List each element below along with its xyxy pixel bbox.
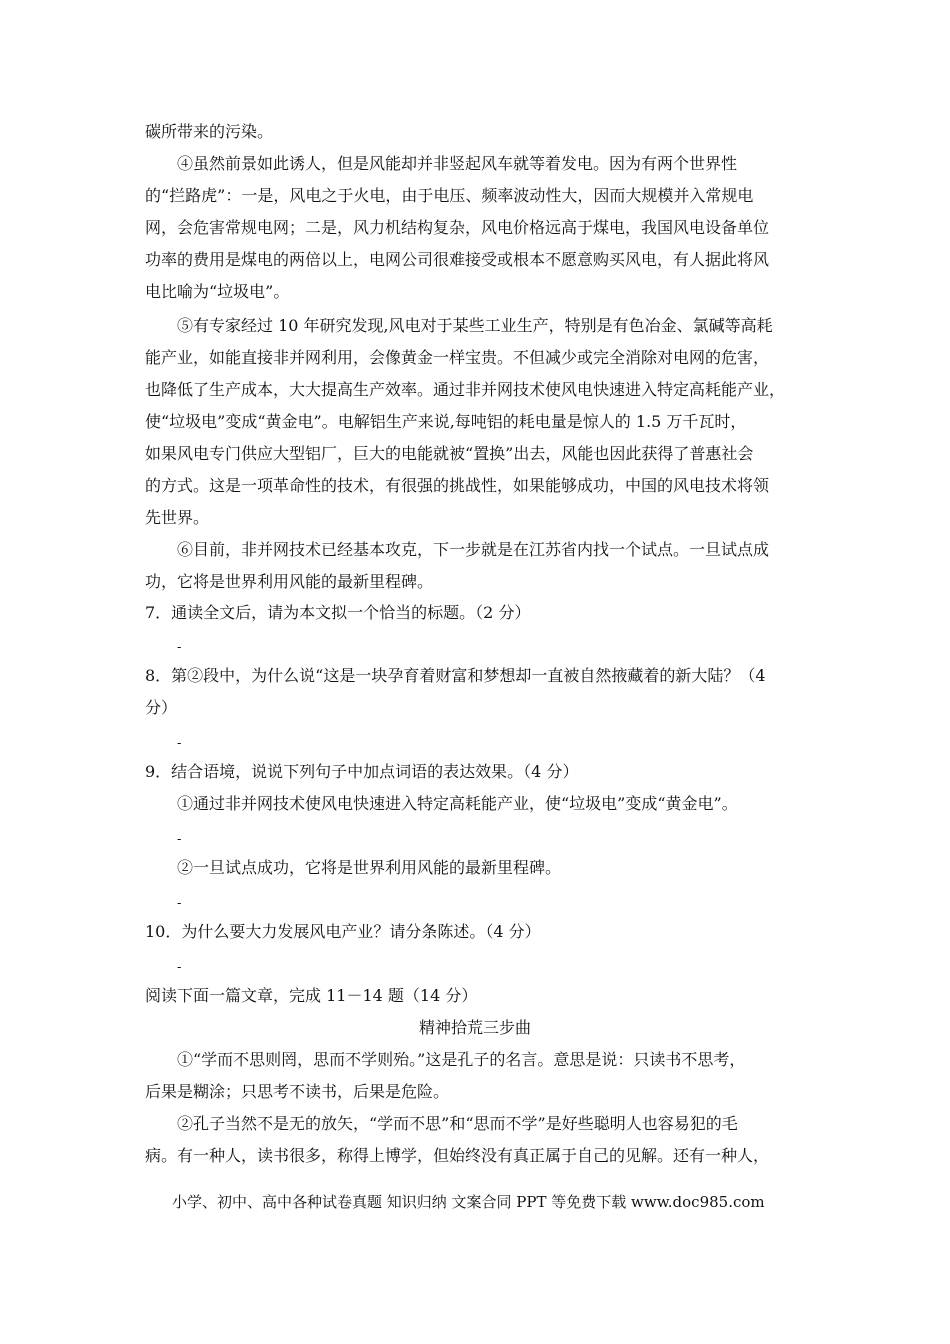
answer-line-q8[interactable]: -	[177, 736, 182, 751]
answer-line-q9-2[interactable]: -	[177, 896, 182, 911]
question-8-line2: 分）	[145, 698, 178, 717]
section-2-paragraph-2-line: 病。有一种人，读书很多，称得上博学，但始终没有真正属于自己的见解。还有一种人，	[145, 1146, 770, 1165]
paragraph-4-line: 功率的费用是煤电的两倍以上，电网公司很难接受或根本不愿意购买风电，有人据此将风	[145, 250, 770, 269]
paragraph-4-line: 网，会危害常规电网；二是，风力机结构复杂，风电价格远高于煤电，我国风电设备单位	[145, 218, 770, 237]
section-2-paragraph-2-line: ②孔子当然不是无的放矢，“学而不思”和“思而不学”是好些聪明人也容易犯的毛	[177, 1114, 738, 1133]
paragraph-6-line: ⑥目前，非并网技术已经基本攻克，下一步就是在江苏省内找一个试点。一旦试点成	[177, 540, 770, 559]
paragraph-4-line: 的“拦路虎”：一是，风电之于火电，由于电压、频率波动性大，因而大规模并入常规电	[145, 186, 754, 205]
paragraph-4-line: 电比喻为“垃圾电”。	[145, 282, 290, 301]
answer-line-q7[interactable]: -	[177, 640, 182, 655]
question-9-item-1: ①通过非并网技术使风电快速进入特定高耗能产业，使“垃圾电”变成“黄金电”。	[177, 794, 738, 813]
question-7: 7．通读全文后，请为本文拟一个恰当的标题。（2 分）	[145, 603, 531, 622]
paragraph-5-line: 先世界。	[145, 508, 210, 527]
paragraph-5-line: ⑤有专家经过 10 年研究发现,风电对于某些工业生产，特别是有色冶金、氯碱等高耗	[177, 316, 773, 335]
question-10: 10．为什么要大力发展风电产业？请分条陈述。（4 分）	[145, 922, 541, 941]
paragraph-5-line: 也降低了生产成本，大大提高生产效率。通过非并网技术使风电快速进入特定高耗能产业，	[145, 380, 786, 399]
paragraph-5-line: 能产业，如能直接非并网利用，会像黄金一样宝贵。不但减少或完全消除对电网的危害，	[145, 348, 770, 367]
paragraph-4-line: ④虽然前景如此诱人，但是风能却并非竖起风车就等着发电。因为有两个世界性	[177, 154, 738, 173]
answer-line-q9-1[interactable]: -	[177, 832, 182, 847]
question-9-item-2: ②一旦试点成功，它将是世界利用风能的最新里程碑。	[177, 858, 562, 877]
paragraph-3-end: 碳所带来的污染。	[145, 122, 274, 141]
question-9: 9．结合语境，说说下列句子中加点词语的表达效果。（4 分）	[145, 762, 579, 781]
section-2-intro: 阅读下面一篇文章，完成 11－14 题（14 分）	[145, 986, 478, 1005]
paragraph-6-line: 功，它将是世界利用风能的最新里程碑。	[145, 572, 434, 591]
section-2-paragraph-1-line: ①“学而不思则罔，思而不学则殆。”这是孔子的名言。意思是说：只读书不思考，	[177, 1050, 746, 1069]
paragraph-5-line: 如果风电专门供应大型铝厂，巨大的电能就被“置换”出去，风能也因此获得了普惠社会	[145, 444, 754, 463]
section-2-paragraph-1-line: 后果是糊涂；只思考不读书，后果是危险。	[145, 1082, 450, 1101]
paragraph-5-line: 使“垃圾电”变成“黄金电”。电解铝生产来说,每吨铝的耗电量是惊人的 1.5 万千瓦时，	[145, 412, 747, 431]
question-8-line1: 8．第②段中，为什么说“这是一块孕育着财富和梦想却一直被自然掖藏着的新大陆？（4	[145, 666, 766, 685]
article-title: 精神拾荒三步曲	[418, 1018, 531, 1037]
paragraph-5-line: 的方式。这是一项革命性的技术，有很强的挑战性，如果能够成功，中国的风电技术将领	[145, 476, 770, 495]
page-footer: 小学、初中、高中各种试卷真题 知识归纳 文案合同 PPT 等免费下载 www.doc985.com	[172, 1193, 765, 1211]
answer-line-q10[interactable]: -	[177, 960, 182, 975]
